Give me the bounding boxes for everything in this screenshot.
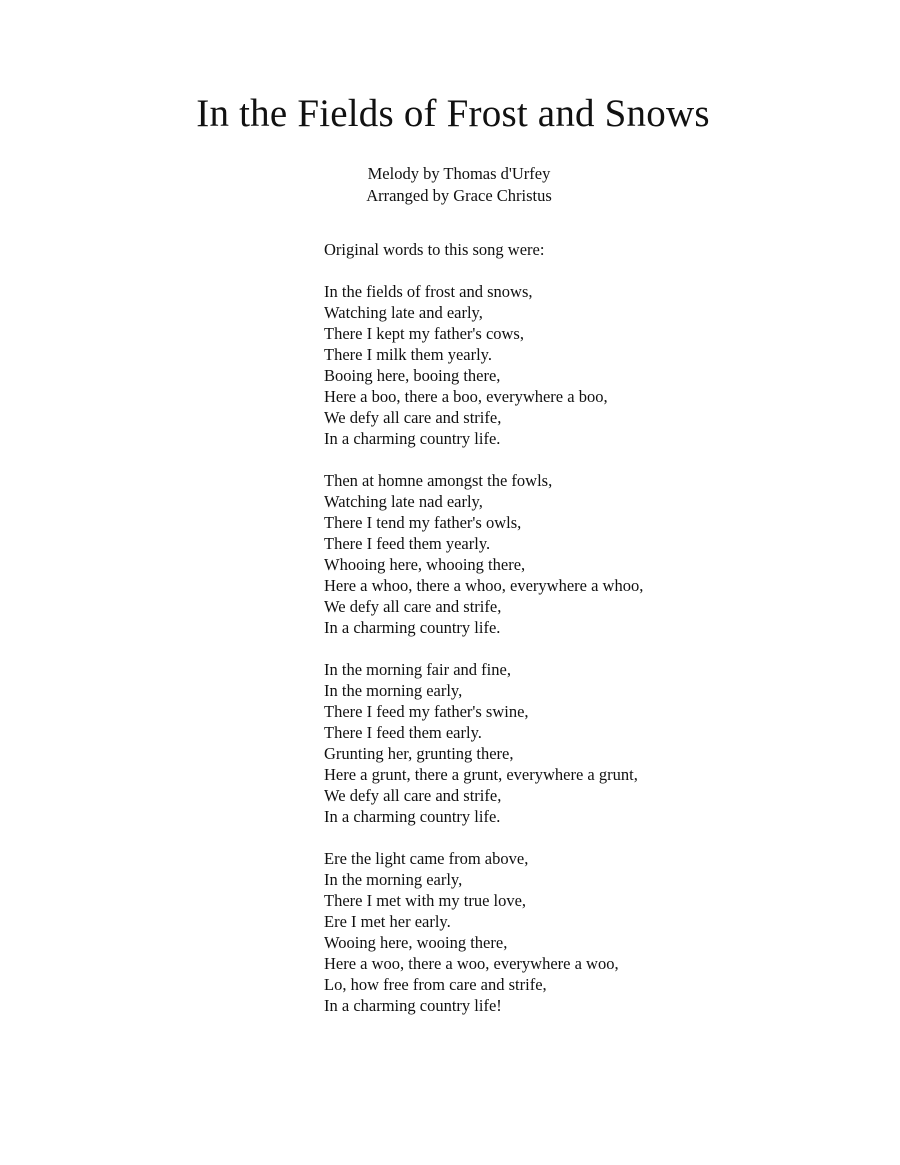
verse-line: Here a whoo, there a whoo, everywhere a whoo, — [324, 576, 644, 595]
verse-line: Then at homne amongst the fowls, — [324, 471, 553, 490]
verse-line: Watching late and early, — [324, 303, 483, 322]
page-title: In the Fields of Frost and Snows — [196, 92, 710, 135]
verse-4 — [324, 848, 864, 1016]
verse-line: Here a boo, there a boo, everywhere a boo, — [324, 387, 608, 406]
verse-line: In the morning early, — [324, 870, 463, 889]
verse-line: In a charming country life. — [324, 429, 501, 448]
verse-line: Wooing here, wooing there, — [324, 933, 508, 952]
verse-line: In the fields of frost and snows, — [324, 282, 533, 301]
verse-line: In the morning fair and fine, — [324, 660, 511, 679]
verse-line: In a charming country life. — [324, 618, 501, 637]
verse-line: Lo, how free from care and strife, — [324, 975, 547, 994]
verse-line: In the morning early, — [324, 681, 463, 700]
credits-block — [0, 163, 900, 207]
verse-line: Ere the light came from above, — [324, 849, 529, 868]
verse-2 — [324, 470, 864, 638]
verse-line: There I met with my true love, — [324, 891, 527, 910]
verse-line: Grunting her, grunting there, — [324, 744, 514, 763]
melody-credit: Melody by Thomas d'Urfey — [367, 164, 551, 183]
verse-line: Here a woo, there a woo, everywhere a woo, — [324, 954, 619, 973]
verse-line: Watching late nad early, — [324, 492, 483, 511]
verse-line: Booing here, booing there, — [324, 366, 501, 385]
verse-1 — [324, 281, 864, 449]
arranger-credit: Arranged by Grace Christus — [366, 186, 552, 205]
verse-line: There I milk them yearly. — [324, 345, 492, 364]
verse-line: There I feed them yearly. — [324, 534, 491, 553]
verse-3 — [324, 659, 864, 827]
lyrics-intro: Original words to this song were: — [324, 240, 545, 259]
verse-line: In a charming country life. — [324, 807, 501, 826]
verse-line: Ere I met her early. — [324, 912, 451, 931]
verse-line: Here a grunt, there a grunt, everywhere a grunt, — [324, 765, 638, 784]
verse-line: There I feed them early. — [324, 723, 482, 742]
verse-line: There I tend my father's owls, — [324, 513, 522, 532]
verse-line: There I feed my father's swine, — [324, 702, 529, 721]
verse-line: We defy all care and strife, — [324, 408, 502, 427]
verse-line: There I kept my father's cows, — [324, 324, 524, 343]
verse-line: In a charming country life! — [324, 996, 502, 1015]
verse-line: We defy all care and strife, — [324, 597, 502, 616]
verse-line: We defy all care and strife, — [324, 786, 502, 805]
lyrics-block — [324, 239, 864, 1037]
verse-line: Whooing here, whooing there, — [324, 555, 526, 574]
